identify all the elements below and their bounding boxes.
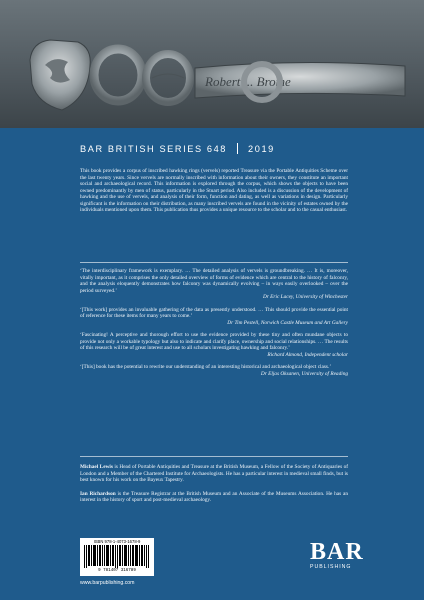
review-quote (80, 332, 348, 358)
cover-photo (0, 0, 424, 128)
vervel-rings-photo-icon (0, 0, 424, 128)
divider-bottom (80, 456, 348, 457)
author-name: Ian Richardson (80, 490, 116, 497)
barcode-digits: 9 781407 316789 (98, 569, 136, 573)
series-year: 2019 (248, 144, 275, 154)
quote-source: Dr Eric Lacey, University of Winchester (262, 294, 348, 300)
review-quote (80, 307, 348, 327)
author-description: is Head of Portable Antiquities and Treasure at the British Museum, a Fellow of the Society of Antiquaries of London and a Member of the Chartered Institute for Archaeologists. He has a particular interest in medieval small finds, but is best known for his work on the Bayeux Tapestry. (80, 464, 349, 483)
review-quote (80, 364, 348, 377)
review-quotes (80, 268, 348, 383)
series-name: BAR BRITISH SERIES 648 (80, 144, 228, 154)
quote-text: ‘[This work] provides an invaluable gathering of the data as presently understood. … This should provide the essential point of reference for these items for many years to come.’ (80, 306, 348, 319)
bar-publishing-logo (310, 539, 364, 570)
ring-inscription: Robert ... Brome (205, 74, 291, 89)
publisher-website[interactable]: www.barpublishing.com (80, 580, 135, 586)
author-bio (80, 464, 348, 484)
isbn-barcode (80, 538, 154, 576)
author-description: is the Treasure Registrar at the British Museum and an Associate of the Museums Association. He has an interest in the history of sport and post-medieval archaeology. (80, 490, 348, 503)
barcode-icon (84, 545, 150, 568)
divider-top (80, 262, 348, 263)
logo-wordmark: PUBLISHING (310, 564, 352, 570)
author-bios (80, 464, 348, 511)
author-name: Michael Lewis (80, 464, 113, 470)
isbn-text: ISBN 978-1-4073-1678-9 (93, 539, 141, 544)
quote-text: ‘[This] book has the potential to rewrite our understanding of an interesting historical and archaeological object class.’ (80, 364, 332, 370)
series-line (80, 143, 275, 154)
quote-text: ‘The interdisciplinary framework is exemplary. … The detailed analysis of vervels is groundbreaking. … It is, moreover, vitally important, as it comprises the only detailed overview of forms of evidence which are central to the history of falconry, and the analysis eloquently demonstrates how falconry was dynamically evolving – in ways easily overlooked – over the period surveyed.’ (80, 268, 348, 294)
book-blurb: This book provides a corpus of inscribed hawking rings (vervels) reported Treasure via the Portable Antiquities Scheme over the last twenty years. Since vervels are normally inscribed with information about their owners, they constitute an important social and archaeological record. This information is explored through the corpus, which shows the objects to have been owned predominantly by men of status, particularly in the Stuart period. Also included is a discussion of the development of hawking and the use of vervels, and analysis of their form, function and dating, as well as variations in design. Particularly significant is the information on their distribution, as many inscribed vervels are found in the vicinity of estates owned by the individuals mentioned upon them. This publication thus provides a unique resource to the scholar and to the casual enthusiast. (80, 168, 348, 213)
quote-text: ‘Fascinating! A perceptive and thorough effort to use the evidence provided by these tiny and often mundane objects to provide not only a workable typology but also to indicate and clarify place, ownership and social relationships. … The results of this research will be of great interest and use to all scholars investigating hawking and falconry.’ (80, 332, 348, 351)
quote-source: Dr Eljas Oksanen, University of Reading (260, 370, 348, 377)
logo-mark: BAR (310, 539, 364, 565)
author-bio (80, 491, 348, 504)
quote-source: Richard Almond, Independent scholar (267, 351, 348, 358)
quote-source: Dr Tim Pestell, Norwich Castle Museum and Art Gallery (227, 319, 348, 326)
review-quote (80, 268, 348, 301)
series-divider (237, 143, 238, 154)
